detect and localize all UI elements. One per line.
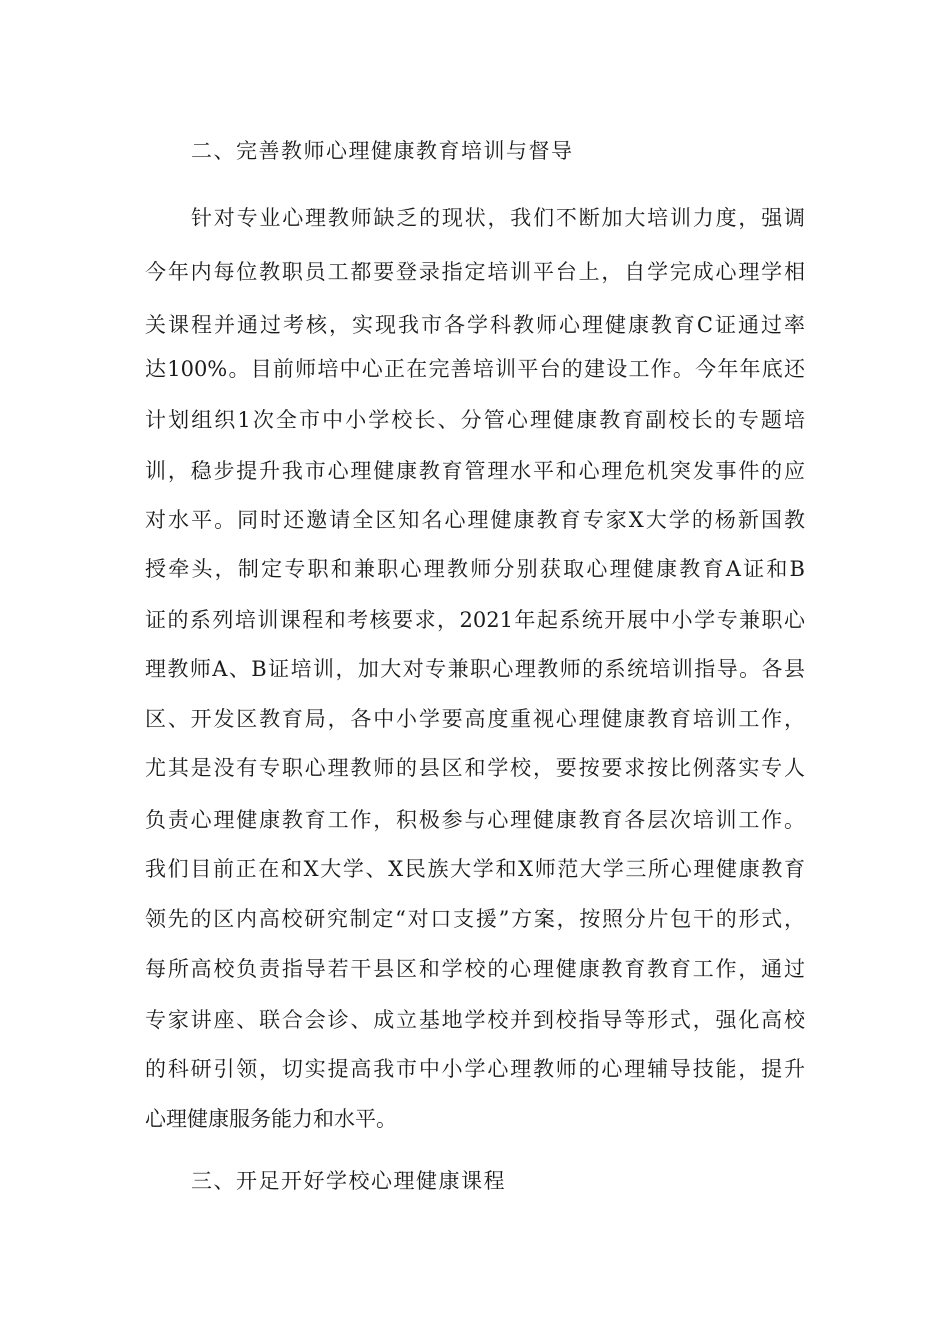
paragraph-line: 达100%。目前师培中心正在完善培训平台的建设工作。今年年底还 xyxy=(145,357,805,381)
paragraph-line: 负责心理健康教育工作，积极参与心理健康教育各层次培训工作。 xyxy=(145,808,805,832)
paragraph-line: 领先的区内高校研究制定“对口支援”方案，按照分片包干的形式， xyxy=(145,907,805,931)
paragraph-line: 心理健康服务能力和水平。 xyxy=(145,1107,397,1131)
paragraph-line: 证的系列培训课程和考核要求，2021年起系统开展中小学专兼职心 xyxy=(145,608,805,632)
paragraph-line: 关课程并通过考核，实现我市各学科教师心理健康教育C证通过率 xyxy=(145,313,805,337)
paragraph-line: 今年内每位教职员工都要登录指定培训平台上，自学完成心理学相 xyxy=(145,260,805,284)
paragraph-line: 我们目前正在和X大学、X民族大学和X师范大学三所心理健康教育 xyxy=(145,857,805,881)
paragraph-line: 训，稳步提升我市心理健康教育管理水平和心理危机突发事件的应 xyxy=(145,459,805,483)
paragraph-line: 专家讲座、联合会诊、成立基地学校并到校指导等形式，强化高校 xyxy=(145,1008,805,1032)
paragraph-line: 理教师A、B证培训，加大对专兼职心理教师的系统培训指导。各县 xyxy=(145,657,805,681)
paragraph-line: 授牵头，制定专职和兼职心理教师分别获取心理健康教育A证和B xyxy=(145,557,805,581)
paragraph-line: 区、开发区教育局，各中小学要高度重视心理健康教育培训工作， xyxy=(145,707,805,731)
paragraph-line: 尤其是没有专职心理教师的县区和学校，要按要求按比例落实专人 xyxy=(145,756,805,780)
paragraph-line: 针对专业心理教师缺乏的现状，我们不断加大培训力度，强调 xyxy=(191,206,805,230)
paragraph-line: 对水平。同时还邀请全区知名心理健康教育专家X大学的杨新国教 xyxy=(145,508,805,532)
paragraph-line: 的科研引领，切实提高我市中小学心理教师的心理辅导技能，提升 xyxy=(145,1057,805,1081)
section-three-heading: 三、开足开好学校心理健康课程 xyxy=(191,1169,506,1193)
paragraph-line: 每所高校负责指导若干县区和学校的心理健康教育教育工作，通过 xyxy=(145,957,805,981)
paragraph-line: 计划组织1次全市中小学校长、分管心理健康教育副校长的专题培 xyxy=(145,408,805,432)
section-two-heading: 二、完善教师心理健康教育培训与督导 xyxy=(191,139,574,163)
